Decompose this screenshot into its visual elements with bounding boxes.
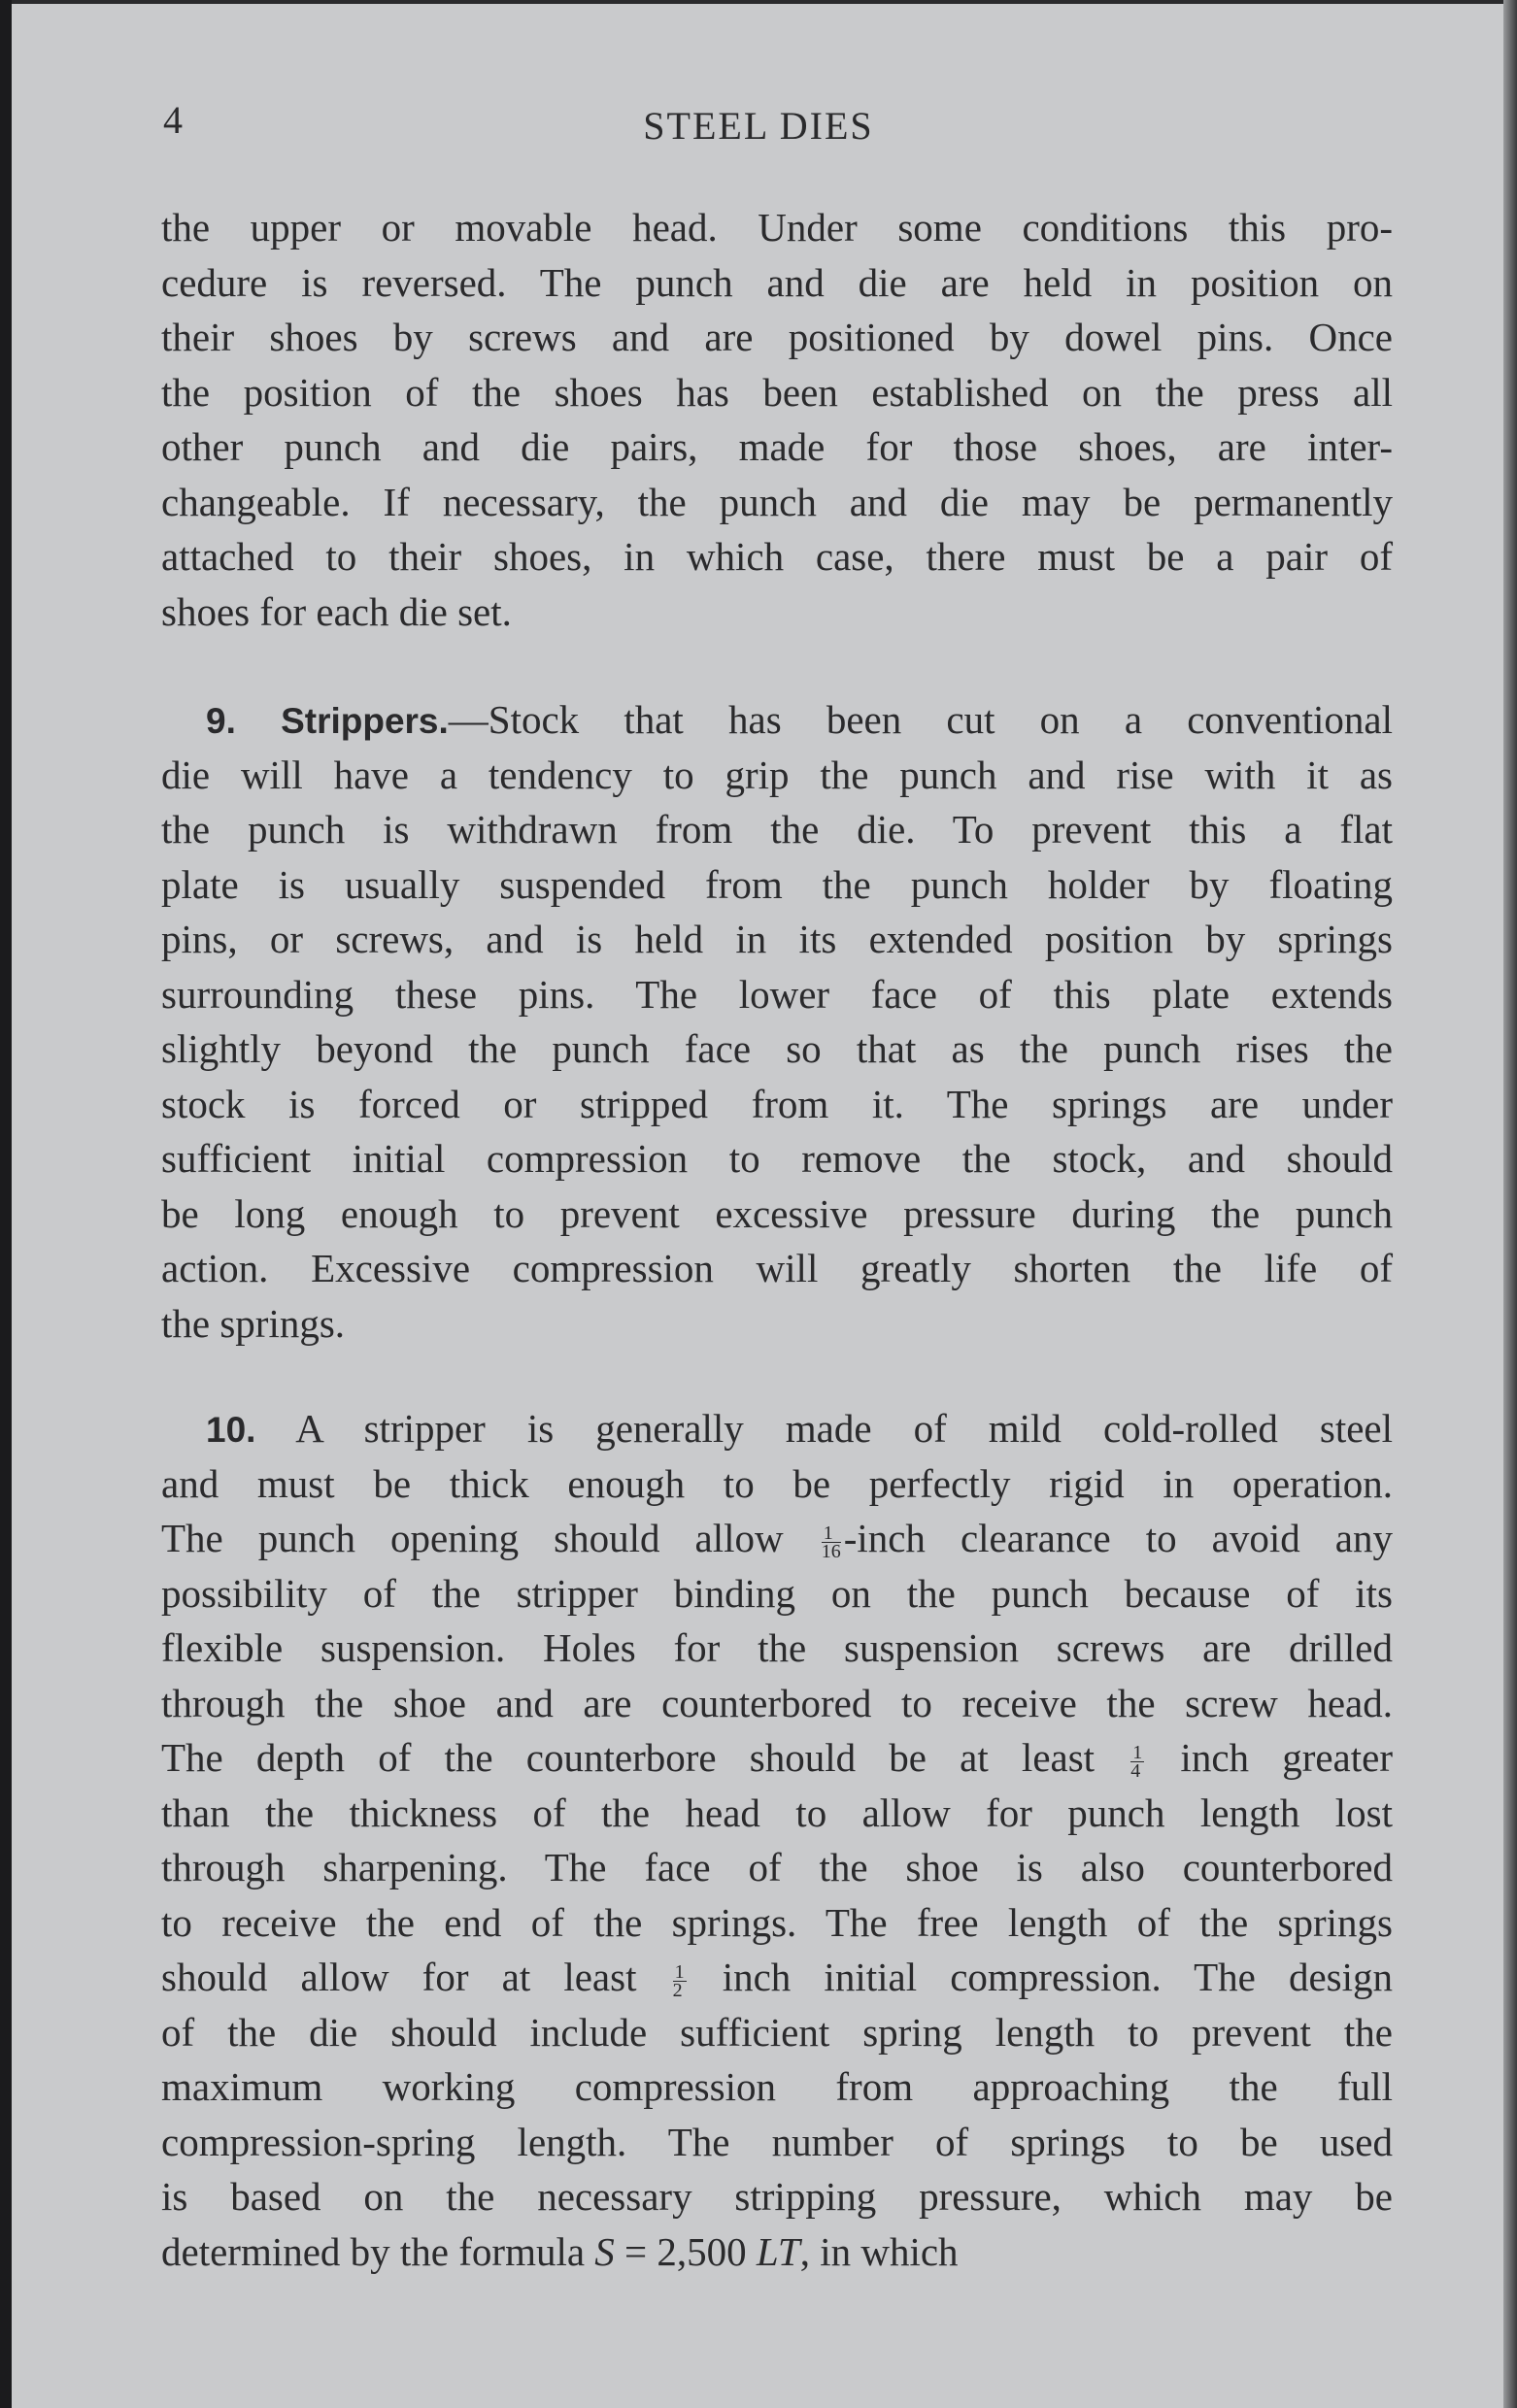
text-line: to receive the end of the springs. The free length of the springs — [161, 1899, 1393, 1945]
text-line: sufficient initial compression to remove the stock, and should — [161, 1136, 1393, 1181]
paragraph-stripper-design — [161, 1401, 1393, 2279]
text-line: changeable. If necessary, the punch and die may be permanently — [161, 479, 1393, 524]
fraction: $\frac{1}{16}$ — [821, 1522, 841, 1563]
text-line: through sharpening. The face of the shoe is also counterbored — [161, 1845, 1393, 1890]
text-line: and must be thick enough to be perfectly rigid in operation. — [161, 1460, 1393, 1506]
section-heading: 9. Strippers. — [206, 701, 449, 741]
text-line: cedure is reversed. The punch and die are held in position on — [161, 259, 1393, 305]
text-line: should allow for at least $\frac{1}{2}$ inch initial compression. The design — [161, 1955, 1393, 2002]
text-line: maximum working compression from approaching the full — [161, 2064, 1393, 2109]
text-line: surrounding these pins. The lower face of this plate extends — [161, 971, 1393, 1017]
text-line: shoes for each die set. — [161, 588, 512, 634]
text-line: action. Excessive compression will greatly shorten the life of — [161, 1246, 1393, 1290]
paragraph-continued — [161, 200, 1393, 639]
text-line: other punch and die pairs, made for those shoes, are inter- — [161, 424, 1393, 469]
text-line: slightly beyond the punch face so that as the punch rises the — [161, 1026, 1393, 1071]
text-line: compression-spring length. The number of springs to be used — [161, 2119, 1393, 2164]
text-line: attached to their shoes, in which case, there must be a pair of — [161, 534, 1393, 579]
section-heading: 10. — [206, 1410, 256, 1450]
book-spine-edge — [0, 0, 12, 2408]
page-right-edge — [1503, 0, 1517, 2408]
text-line: of the die should include sufficient spring length to prevent the — [161, 2009, 1393, 2055]
fraction: $\frac{1}{4}$ — [1130, 1742, 1143, 1783]
text-line: possibility of the stripper binding on the punch because of its — [161, 1570, 1393, 1616]
running-title: STEEL DIES — [643, 104, 874, 148]
text-line: The punch opening should allow $\frac{1}{16}$ -inch clearance to avoid any — [161, 1516, 1394, 1563]
text-line: 9. Strippers.—Stock that has been cut on a conventional — [206, 697, 1393, 742]
text-line: determined by the formula S = 2,500 LT, in which — [161, 2228, 959, 2274]
text-line: the springs. — [161, 1300, 346, 1346]
text-line: the punch is withdrawn from the die. To prevent this a flat — [161, 807, 1393, 852]
formula-variable: LT — [756, 2228, 800, 2274]
text-line: flexible suspension. Holes for the suspension screws are drilled — [161, 1625, 1393, 1670]
text-line: their shoes by screws and are positioned by dowel pins. Once — [161, 315, 1393, 359]
text-line: be long enough to prevent excessive pressure during the punch — [161, 1190, 1393, 1236]
text-line: pins, or screws, and is held in its extended position by springs — [161, 917, 1393, 961]
text-line: die will have a tendency to grip the punch and rise with it as — [161, 752, 1393, 797]
paragraph-strippers — [161, 692, 1393, 1351]
text-line: through the shoe and are counterbored to receive the screw head. — [161, 1680, 1393, 1725]
text-line: the upper or movable head. Under some conditions this pro- — [161, 205, 1393, 250]
formula-variable: S — [594, 2228, 615, 2274]
text-line: than the thickness of the head to allow for punch length lost — [161, 1789, 1393, 1835]
page-number: 4 — [163, 98, 183, 142]
text-line: the position of the shoes has been established on the press all — [161, 369, 1393, 415]
text-line: is based on the necessary stripping pressure, which may be — [161, 2174, 1393, 2219]
fraction: $\frac{1}{2}$ — [672, 1961, 685, 2002]
text-line: stock is forced or stripped from it. The springs are under — [161, 1081, 1393, 1126]
text-line: 10. A stripper is generally made of mild cold-rolled steel — [206, 1406, 1393, 1451]
page-top-edge — [0, 0, 1517, 4]
text-line: The depth of the counterbore should be at least $\frac{1}{4}$ inch greater — [161, 1735, 1393, 1783]
text-line: plate is usually suspended from the punch holder by floating — [161, 861, 1393, 907]
